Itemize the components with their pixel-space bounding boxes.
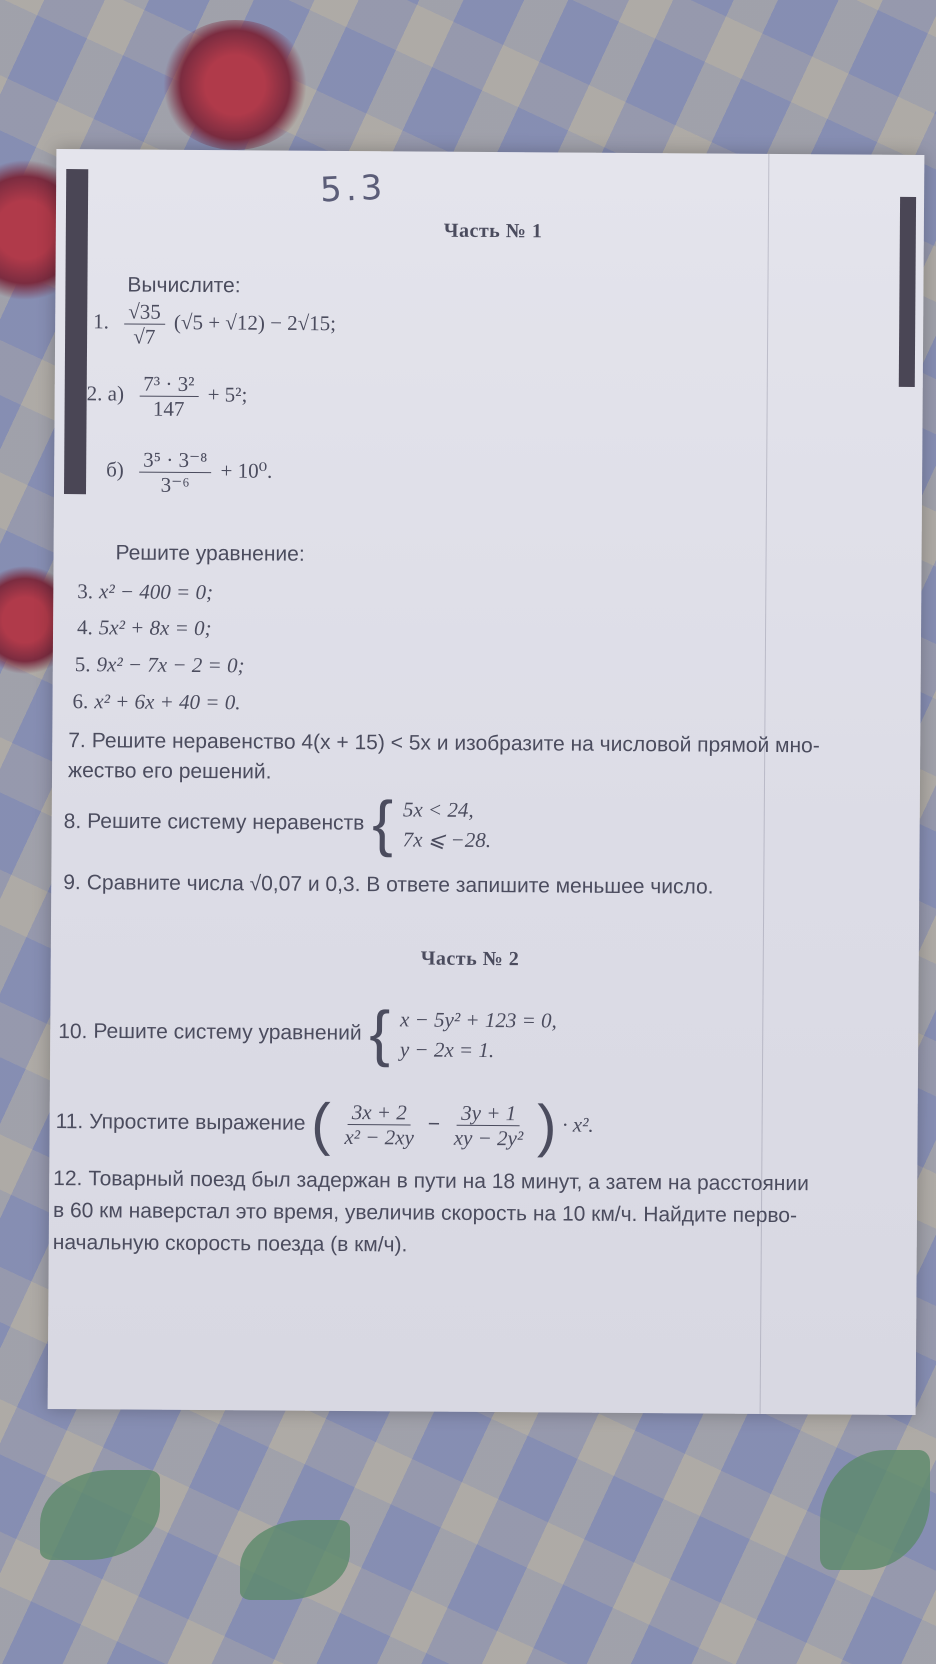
fraction-numerator: 3⁵ · 3⁻⁸ — [139, 448, 211, 474]
task-number: 9. — [63, 871, 81, 895]
expression: · x². — [562, 1112, 594, 1137]
fraction-numerator: √35 — [124, 299, 165, 324]
task-number: б) — [106, 457, 124, 482]
system-row: 7x ⩽ −28. — [402, 827, 492, 853]
task-12-line3: начальную скорость поезда (в км/ч). — [52, 1230, 408, 1257]
equation: x² − 400 = 0; — [98, 579, 214, 605]
fraction-denominator: 147 — [152, 396, 185, 421]
equation-system — [400, 1004, 557, 1065]
system-brace: { — [369, 999, 391, 1069]
task-5 — [75, 652, 245, 678]
task-number: 8. — [63, 809, 82, 833]
task-2b — [106, 447, 273, 497]
task-text: Решите систему неравенств — [87, 809, 365, 835]
handwritten-note: 5.3 — [319, 167, 388, 211]
task-number: 1. — [93, 309, 110, 334]
task-text: Решите неравенство 4(x + 15) < 5x и изобразите на числовой прямой мно- — [91, 729, 820, 758]
task-4 — [77, 615, 212, 641]
task-number: 11. — [55, 1110, 84, 1134]
right-paren: ) — [536, 1093, 557, 1159]
expression: (√5 + √12) − 2√15; — [173, 310, 337, 336]
task-12 — [53, 1167, 809, 1196]
equation: 9x² − 7x − 2 = 0; — [96, 652, 245, 678]
system-row: x − 5y² + 123 = 0, — [400, 1007, 557, 1033]
fraction-denominator: 3⁻⁶ — [160, 472, 190, 497]
fraction — [340, 1100, 418, 1150]
task-6 — [72, 689, 240, 715]
left-paren: ( — [311, 1091, 331, 1157]
equation: 5x² + 8x = 0; — [98, 615, 212, 641]
task-number: 6. — [72, 689, 89, 714]
section-compute-heading: Вычислите: — [127, 273, 241, 298]
task-10 — [58, 999, 557, 1069]
task-text: Упростите выражение — [89, 1110, 306, 1135]
binding-strip — [899, 197, 916, 387]
task-number: 4. — [76, 615, 93, 640]
part2-title: Часть № 2 — [420, 947, 520, 971]
expression: + 5²; — [207, 382, 248, 407]
task-text: Решите систему уравнений — [93, 1019, 362, 1045]
fraction — [450, 1101, 528, 1151]
task-7 — [68, 729, 820, 758]
task-number: 10. — [58, 1019, 88, 1043]
task-2a — [87, 371, 248, 421]
binding-strip — [64, 169, 88, 494]
fraction-denominator: x² − 2xy — [344, 1125, 414, 1150]
inequality-system — [403, 794, 492, 855]
task-7-continued: жество его решений. — [67, 759, 272, 784]
task-number: 2. а) — [86, 381, 125, 406]
worksheet-page — [48, 149, 925, 1415]
fraction — [139, 372, 198, 421]
fraction-denominator: √7 — [133, 324, 156, 349]
fraction-denominator: xy − 2y² — [453, 1125, 524, 1151]
fraction-numerator: 3y + 1 — [457, 1101, 520, 1126]
task-number: 5. — [74, 652, 91, 677]
task-3 — [77, 579, 213, 605]
fraction — [139, 448, 212, 498]
system-row: 5x < 24, — [402, 797, 474, 822]
task-text: Сравните числа √0,07 и 0,3. В ответе запишите меньшее число. — [86, 871, 714, 899]
part1-title: Часть № 1 — [443, 219, 543, 243]
flower-pattern — [160, 20, 310, 150]
task-text: Товарный поезд был задержан в пути на 18 минут, а затем на расстоянии — [88, 1167, 809, 1196]
task-number: 3. — [77, 579, 94, 604]
system-row: y − 2x = 1. — [399, 1037, 495, 1063]
equation: x² + 6x + 40 = 0. — [94, 689, 241, 715]
fraction — [124, 299, 165, 348]
section-solve-heading: Решите уравнение: — [115, 541, 305, 566]
minus-sign: − — [427, 1112, 441, 1136]
fraction-numerator: 3x + 2 — [348, 1100, 411, 1125]
task-number: 7. — [68, 729, 86, 753]
fraction-numerator: 7³ · 3² — [139, 372, 198, 397]
task-number: 12. — [53, 1166, 83, 1191]
expression: + 10⁰. — [220, 458, 273, 483]
task-8 — [63, 789, 492, 859]
system-brace: { — [371, 789, 394, 859]
task-12-line2: в 60 км наверстал это время, увеличив скорость на 10 км/ч. Найдите перво- — [52, 1198, 798, 1228]
task-1 — [93, 299, 336, 350]
task-11 — [55, 1089, 594, 1160]
task-9 — [63, 871, 713, 900]
